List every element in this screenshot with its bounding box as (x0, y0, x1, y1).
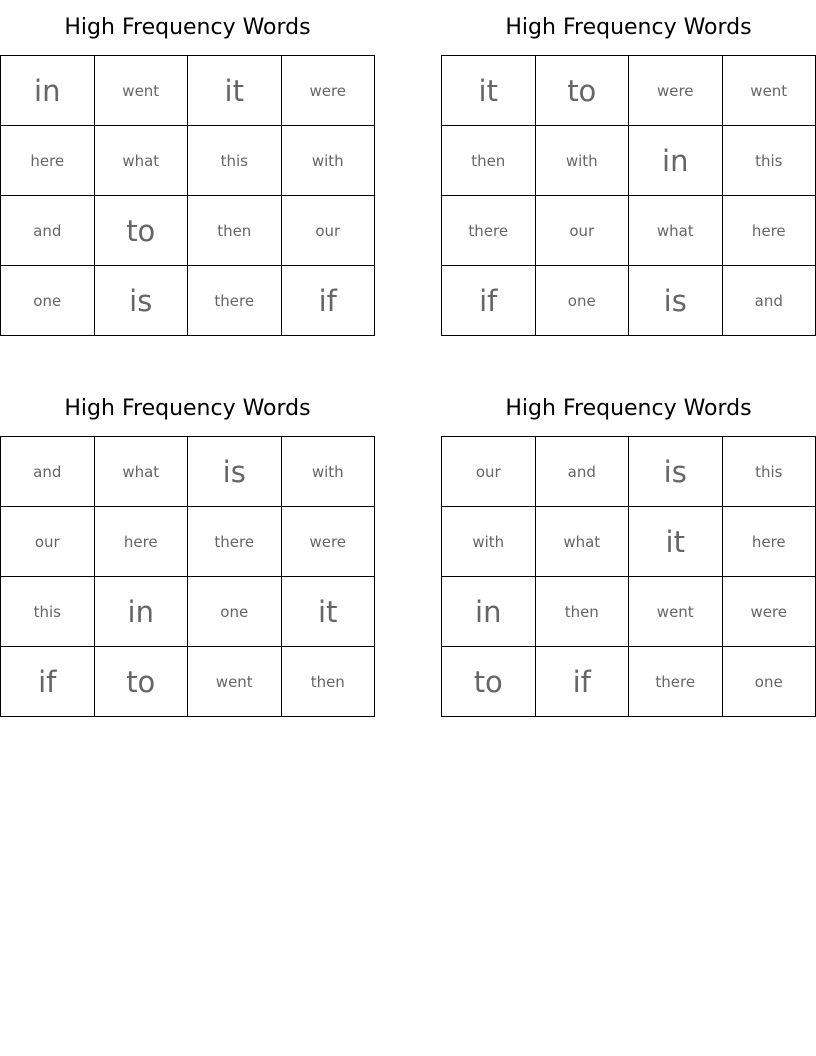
word-grid (0, 436, 375, 717)
grid-row (1, 56, 375, 126)
word-cell: this (722, 126, 816, 196)
word-cell: in (442, 577, 536, 647)
word-grid (441, 436, 816, 717)
card-title: High Frequency Words (64, 396, 311, 421)
word-cell: in (94, 577, 188, 647)
word-cell: then (442, 126, 536, 196)
grid-row (442, 507, 816, 577)
word-cell: with (281, 437, 375, 507)
word-cell: and (1, 196, 95, 266)
word-cell: here (94, 507, 188, 577)
word-cell: went (94, 56, 188, 126)
word-cell: and (722, 266, 816, 336)
word-cell: went (629, 577, 723, 647)
word-cell: our (281, 196, 375, 266)
word-cell: this (188, 126, 282, 196)
grid-row (1, 647, 375, 717)
word-cell: to (535, 56, 629, 126)
word-cell: one (535, 266, 629, 336)
word-cell: our (442, 437, 536, 507)
word-cell: our (1, 507, 95, 577)
word-cell: were (281, 56, 375, 126)
grid-row (1, 126, 375, 196)
word-cell: and (1, 437, 95, 507)
word-cell: if (535, 647, 629, 717)
word-cell: there (188, 507, 282, 577)
word-cell: there (629, 647, 723, 717)
word-cell: one (722, 647, 816, 717)
grid-row (442, 577, 816, 647)
card-title: High Frequency Words (505, 15, 752, 40)
word-cell: in (1, 56, 95, 126)
word-cell: there (442, 196, 536, 266)
word-cell: this (722, 437, 816, 507)
word-cell: is (629, 266, 723, 336)
word-cell: in (629, 126, 723, 196)
grid-row (442, 647, 816, 717)
word-cell: if (442, 266, 536, 336)
grid-row (1, 507, 375, 577)
grid-row (442, 196, 816, 266)
word-cell: one (188, 577, 282, 647)
word-cell: one (1, 266, 95, 336)
word-cell: with (442, 507, 536, 577)
word-cell: it (629, 507, 723, 577)
grid-row (442, 437, 816, 507)
word-cell: to (442, 647, 536, 717)
word-cell: there (188, 266, 282, 336)
word-cell: then (188, 196, 282, 266)
grid-row (1, 196, 375, 266)
word-cell: is (629, 437, 723, 507)
word-cell: is (94, 266, 188, 336)
word-grid (0, 55, 375, 336)
word-cell: were (629, 56, 723, 126)
word-cell: what (94, 126, 188, 196)
grid-row (1, 437, 375, 507)
word-cell: with (281, 126, 375, 196)
word-cell: what (94, 437, 188, 507)
word-cell: to (94, 196, 188, 266)
grid-row (1, 266, 375, 336)
word-cell: were (281, 507, 375, 577)
word-cell: were (722, 577, 816, 647)
grid-row (1, 577, 375, 647)
word-cell: it (442, 56, 536, 126)
word-cell: here (1, 126, 95, 196)
grid-row (442, 126, 816, 196)
word-cell: what (535, 507, 629, 577)
word-cell: and (535, 437, 629, 507)
word-cell: our (535, 196, 629, 266)
word-cell: it (281, 577, 375, 647)
grid-row (442, 266, 816, 336)
word-cell: is (188, 437, 282, 507)
word-cell: then (535, 577, 629, 647)
grid-row (442, 56, 816, 126)
word-cell: if (281, 266, 375, 336)
word-cell: to (94, 647, 188, 717)
word-cell: it (188, 56, 282, 126)
word-cell: then (281, 647, 375, 717)
word-cell: what (629, 196, 723, 266)
word-grid (441, 55, 816, 336)
word-cell: here (722, 507, 816, 577)
word-cell: with (535, 126, 629, 196)
word-cell: went (188, 647, 282, 717)
word-cell: went (722, 56, 816, 126)
card-title: High Frequency Words (64, 15, 311, 40)
card-title: High Frequency Words (505, 396, 752, 421)
word-cell: this (1, 577, 95, 647)
word-cell: if (1, 647, 95, 717)
word-cell: here (722, 196, 816, 266)
